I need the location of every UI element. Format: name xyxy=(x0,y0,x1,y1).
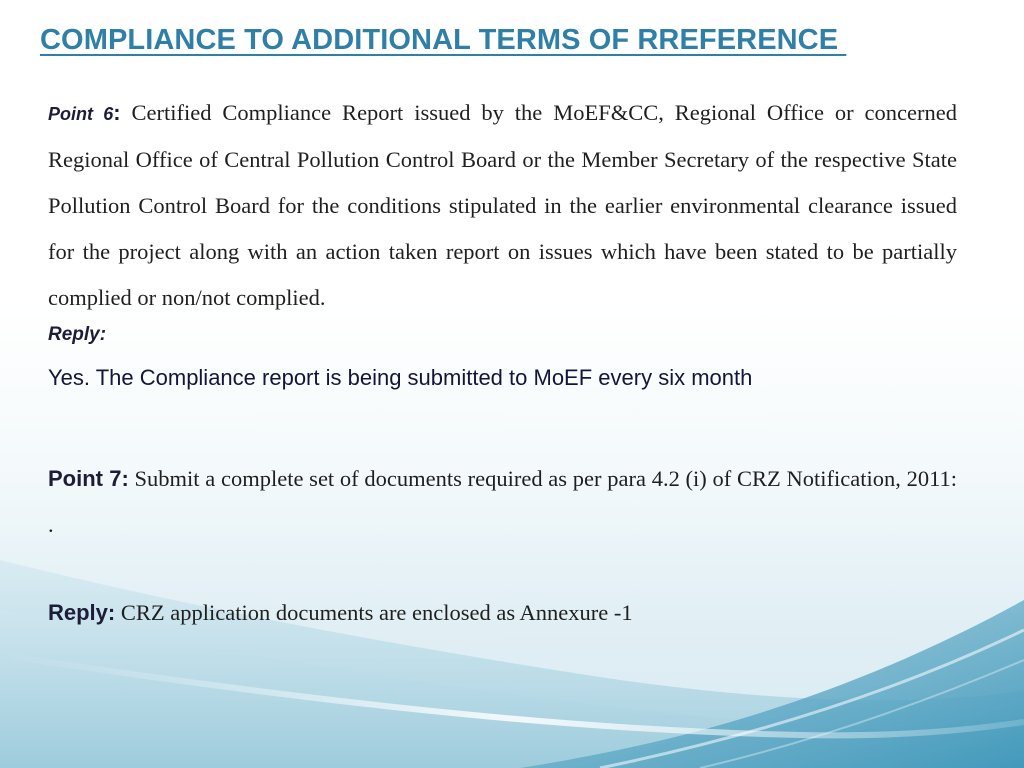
point-7-label: Point 7: xyxy=(48,466,129,491)
point-7-paragraph xyxy=(48,456,957,548)
slide-title: COMPLIANCE TO ADDITIONAL TERMS OF RREFERENCE xyxy=(40,24,847,56)
reply-1-label: Reply: xyxy=(48,324,107,345)
reply-2-paragraph xyxy=(48,600,633,626)
point-6-text: Certified Compliance Report issued by the MoEF&CC, Regional Office or concerned Regional Office of Central Pollution Control Board or the Member Secretary of the respective State Pollution Control Board for the conditions stipulated in the earlier environmental clearance issued for the project along with an action taken report on issues which have been stated to be partially complied or non/not complied. xyxy=(48,100,957,310)
point-6-label: Point 6 xyxy=(48,104,114,124)
point-6-paragraph xyxy=(48,90,957,321)
point-6-colon: : xyxy=(113,100,121,125)
reply-2-label: Reply: xyxy=(48,600,116,625)
reply-1-text: Yes. The Compliance report is being submitted to MoEF every six month xyxy=(48,365,753,390)
reply-2-text: CRZ application documents are enclosed as Annexure -1 xyxy=(115,600,633,625)
point-7-text: Submit a complete set of documents required as per para 4.2 (i) of CRZ Notification, 2011: . xyxy=(48,466,957,537)
